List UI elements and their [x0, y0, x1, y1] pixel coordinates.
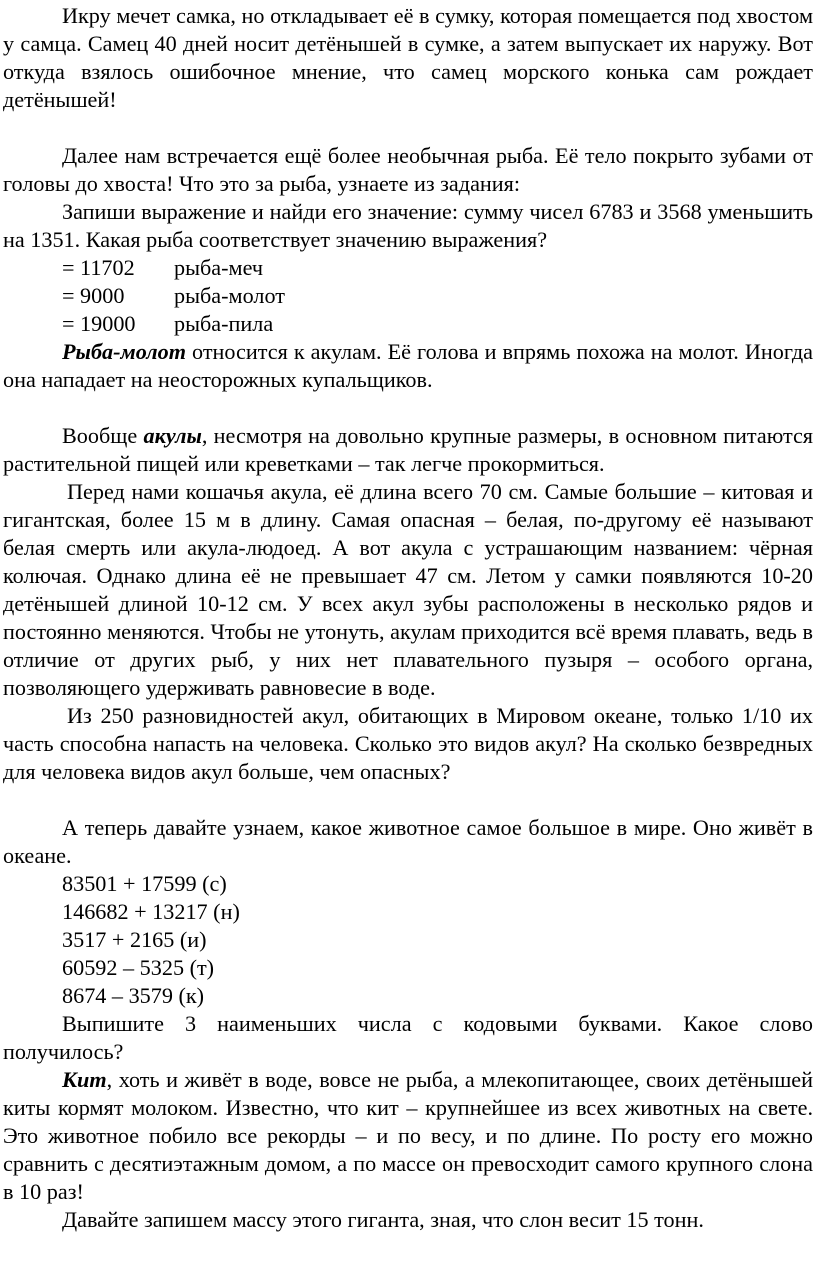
option-value: = 9000 — [62, 283, 125, 308]
expression-list — [3, 870, 813, 1010]
paragraph-whale-mass: Давайте запишем массу этого гиганта, зная, что слон весит 15 тонн. — [62, 1207, 704, 1232]
paragraph-seahorse: Икру мечет самка, но откладывает её в сумку, которая помещается под хвостом у самца. Самец 40 дней носит детёнышей в сумке, а затем выпускает их наружу. Вот откуда взялось ошибочное мнение, что самец морского конька сам рождает детёнышей! — [3, 3, 813, 112]
expression-item: 8674 – 3579 (к) — [62, 983, 205, 1008]
paragraph-hammerhead-text: относится к акулам. Её голова и впрямь похожа на молот. Иногда она нападает на неосторожных купальщиков. — [3, 339, 813, 392]
paragraph-task-expression: Запиши выражение и найди его значение: сумму чисел 6783 и 3568 уменьшить на 1351. Какая рыба соответствует значению выражения? — [3, 199, 813, 252]
paragraph-write-numbers: Выпишите 3 наименьших числа с кодовыми буквами. Какое слово получилось? — [3, 1011, 813, 1064]
option-fish: рыба-молот — [174, 283, 285, 308]
option-value: = 19000 — [62, 311, 136, 336]
paragraph-sharks-start: Вообще — [62, 423, 144, 448]
expression-item: 146682 + 13217 (н) — [62, 899, 240, 924]
answer-option — [3, 282, 813, 310]
bold-term-whale: Кит — [62, 1067, 107, 1092]
option-value: = 11702 — [62, 255, 135, 280]
answer-option — [3, 310, 813, 338]
paragraph-shark-task: Из 250 разновидностей акул, обитающих в Мировом океане, только 1/10 их часть способна напасть на человека. Сколько это видов акул? На сколько безвредных для человека видов акул больше, чем опасных? — [3, 703, 813, 784]
bold-term-sharks: акулы — [143, 423, 202, 448]
bold-term-hammerhead: Рыба-молот — [62, 339, 186, 364]
paragraph-whale — [3, 1066, 813, 1206]
paragraph-hammerhead — [3, 338, 813, 394]
paragraph-sharks-text: , несмотря на довольно крупные размеры, в основном питаются растительной пищей или креветками – так легче прокормиться. — [3, 423, 813, 476]
answer-option — [3, 254, 813, 282]
paragraph-shark-types: Перед нами кошачья акула, её длина всего 70 см. Самые большие – китовая и гигантская, более 15 м в длину. Самая опасная – белая, по-другому её называют белая смерть или акула-людоед. А вот акула с устрашающим названием: чёрная колючая. Однако длина её не превышает 47 см. Летом у самки появляются 10-20 детёнышей длиной 10-12 см. У всех акул зубы расположены в несколько рядов и постоянно меняются. Чтобы не утонуть, акулам приходится всё время плавать, ведь в отличие от других рыб, у них нет плавательного пузыря – особого органа, позволяющего удерживать равновесие в воде. — [3, 479, 813, 700]
expression-item: 83501 + 17599 (с) — [62, 871, 227, 896]
answer-options — [3, 254, 813, 338]
option-fish: рыба-пила — [174, 311, 274, 336]
paragraph-sharks-food — [3, 422, 813, 478]
expression-item: 3517 + 2165 (и) — [62, 927, 207, 952]
paragraph-largest-animal: А теперь давайте узнаем, какое животное самое большое в мире. Оно живёт в океане. — [3, 815, 813, 868]
paragraph-whale-text: , хоть и живёт в воде, вовсе не рыба, а млекопитающее, своих детёнышей киты кормят молоком. Известно, что кит – крупнейшее из всех животных на свете. Это животное побило все рекорды – и по весу, и по длине. По росту его можно сравнить с десятиэтажным домом, а по массе он превосходит самого крупного слона в 10 раз! — [3, 1067, 813, 1204]
option-fish: рыба-меч — [174, 255, 264, 280]
paragraph-unusual-fish: Далее нам встречается ещё более необычная рыба. Её тело покрыто зубами от головы до хвоста! Что это за рыба, узнаете из задания: — [3, 143, 813, 196]
expression-item: 60592 – 5325 (т) — [62, 955, 215, 980]
